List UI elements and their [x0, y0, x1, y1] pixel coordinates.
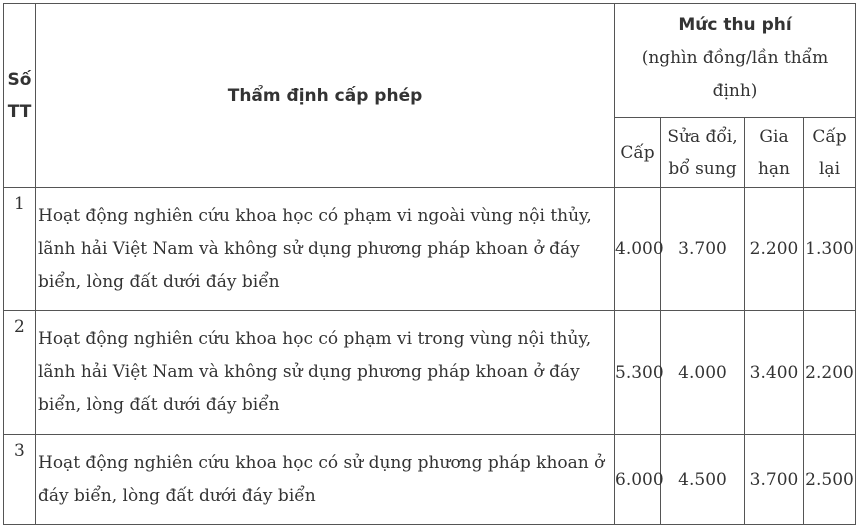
row-description: Hoạt động nghiên cứu khoa học có phạm vi trong vùng nội thủy, lãnh hải Việt Nam và không sử dụng phương pháp khoan ở đáy biển, lòng đất dưới đáy biển	[36, 311, 615, 435]
row-description: Hoạt động nghiên cứu khoa học có phạm vi ngoài vùng nội thủy, lãnh hải Việt Nam và không sử dụng phương pháp khoan ở đáy biển, lòng đất dưới đáy biển	[36, 188, 615, 311]
fee-sua-doi: 3.700	[661, 188, 745, 311]
fee-gia-han: 3.700	[745, 435, 804, 525]
fee-gia-han: 3.400	[745, 311, 804, 435]
col-gia-han-header: Gia hạn	[745, 118, 804, 188]
fee-sua-doi: 4.000	[661, 311, 745, 435]
fee-title: Mức thu phí	[678, 15, 792, 35]
fee-table	[3, 3, 856, 525]
table-row	[4, 188, 856, 311]
col-sua-doi-header: Sửa đổi, bổ sung	[661, 118, 745, 188]
category-header: Thẩm định cấp phép	[36, 4, 615, 188]
row-description: Hoạt động nghiên cứu khoa học có sử dụng phương pháp khoan ở đáy biển, lòng đất dưới đáy biển	[36, 435, 615, 525]
header-row	[4, 4, 856, 118]
fee-cap: 4.000	[615, 188, 661, 311]
fee-sua-doi: 4.500	[661, 435, 745, 525]
fee-header	[615, 4, 856, 118]
col-cap-lai-header: Cấp lại	[804, 118, 856, 188]
table-row	[4, 435, 856, 525]
row-number: 1	[4, 188, 36, 311]
stt-header: Số TT	[4, 4, 36, 188]
row-number: 3	[4, 435, 36, 525]
fee-cap-lai: 2.200	[804, 311, 856, 435]
col-cap-header: Cấp	[615, 118, 661, 188]
fee-cap-lai: 2.500	[804, 435, 856, 525]
fee-cap: 5.300	[615, 311, 661, 435]
fee-cap: 6.000	[615, 435, 661, 525]
fee-unit: (nghìn đồng/lần thẩm định)	[641, 48, 829, 101]
fee-cap-lai: 1.300	[804, 188, 856, 311]
row-number: 2	[4, 311, 36, 435]
table-row	[4, 311, 856, 435]
fee-gia-han: 2.200	[745, 188, 804, 311]
